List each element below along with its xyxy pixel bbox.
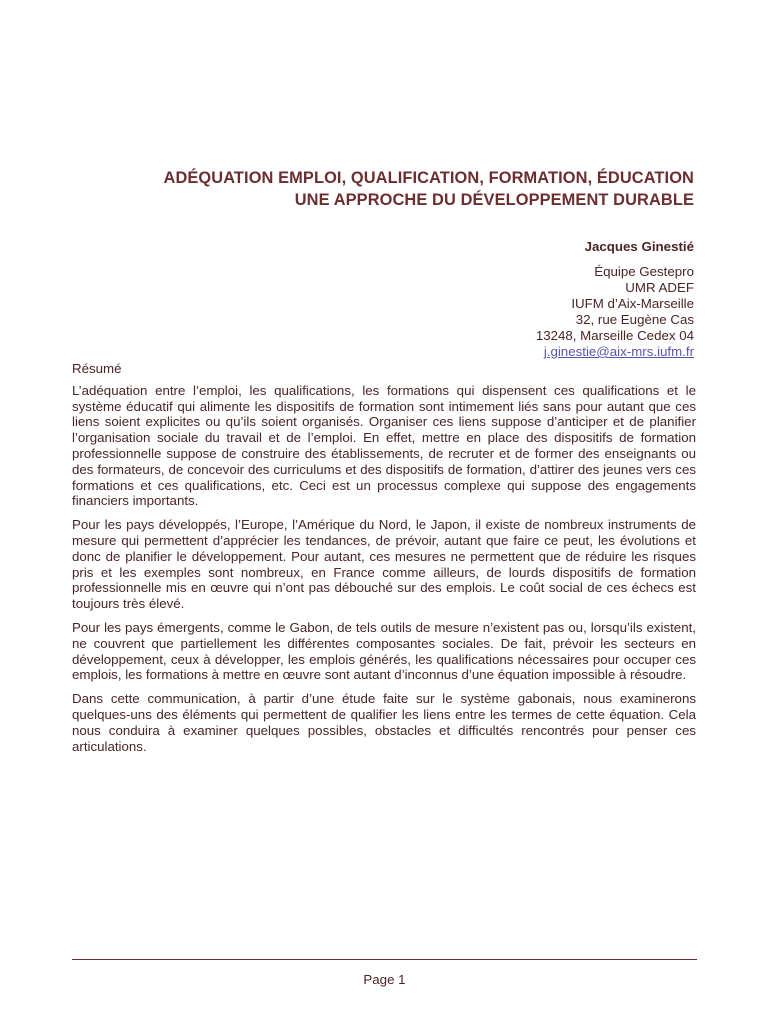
affiliation-institution: IUFM d’Aix-Marseille: [571, 296, 694, 311]
abstract-section: [72, 361, 696, 762]
paper-title: [72, 167, 694, 211]
affiliation-team: Équipe Gestepro: [594, 264, 694, 279]
author-email-link[interactable]: j.ginestie@aix-mrs.iufm.fr: [543, 344, 694, 359]
title-line-1: ADÉQUATION EMPLOI, QUALIFICATION, FORMATION, ÉDUCATION: [163, 169, 694, 187]
affiliation-lab: UMR ADEF: [625, 280, 694, 295]
author-block: [72, 239, 694, 360]
affiliation-street: 32, rue Eugène Cas: [575, 312, 694, 327]
footer-divider: [72, 959, 697, 960]
abstract-paragraph-1: L’adéquation entre l’emploi, les qualifications, les formations qui dispensent ces qualifications et le système éducatif qui alimente les dispositifs de formation sont intimement liés sans pour autant que ces liens soient explicites ou qu’ils soient organisés. Organiser ces liens suppose d’anticiper et de planifier l’organisation sociale du travail et de l’emploi. En effet, mettre en place des dispositifs de formation professionnelle suppose de construire des établissements, de recruter et de former des enseignants ou des formateurs, de concevoir des curriculums et des dispositifs de formation, d’attirer des jeunes vers ces formations et ces qualifications, etc. Ceci est un processus complexe qui suppose des engagements financiers importants.: [72, 382, 696, 509]
author-name: Jacques Ginestié: [584, 239, 694, 254]
abstract-heading: Résumé: [72, 361, 122, 376]
abstract-paragraph-2: Pour les pays développés, l’Europe, l’Amérique du Nord, le Japon, il existe de nombreux instruments de mesure qui permettent d’apprécier les tendances, de prévoir, autant que faire ce peut, les évolutions et donc de planifier le développement. Pour autant, ces mesures ne permettent que de réduire les risques pris et les exemples sont nombreux, en France comme ailleurs, de lourds dispositifs de formation professionnelle mis en œuvre qui n’ont pas débouché sur des emplois. Le coût social de ces échecs est toujours très élevé.: [72, 517, 696, 612]
page-number: Page 1: [363, 972, 406, 987]
abstract-paragraph-4: Dans cette communication, à partir d’une étude faite sur le système gabonais, nous examinerons quelques-uns des éléments qui permettent de qualifier les liens entre les termes de cette équation. Cela nous conduira à examiner quelques possibles, obstacles et difficultés rencontrés pour penser ces articulations.: [72, 691, 696, 754]
document-page: [72, 0, 697, 1024]
affiliation-city: 13248, Marseille Cedex 04: [535, 328, 694, 343]
abstract-paragraph-3: Pour les pays émergents, comme le Gabon, de tels outils de mesure n’existent pas ou, lorsqu’ils existent, ne couvrent que partiellement les différentes composantes sociales. De fait, prévoir les secteurs en développement, ceux à développer, les emplois générés, les qualifications nécessaires pour occuper ces emplois, les formations à mettre en œuvre sont autant d’inconnus d’une équation impossible à résoudre.: [72, 619, 696, 683]
title-line-2: UNE APPROCHE DU DÉVELOPPEMENT DURABLE: [294, 191, 694, 209]
